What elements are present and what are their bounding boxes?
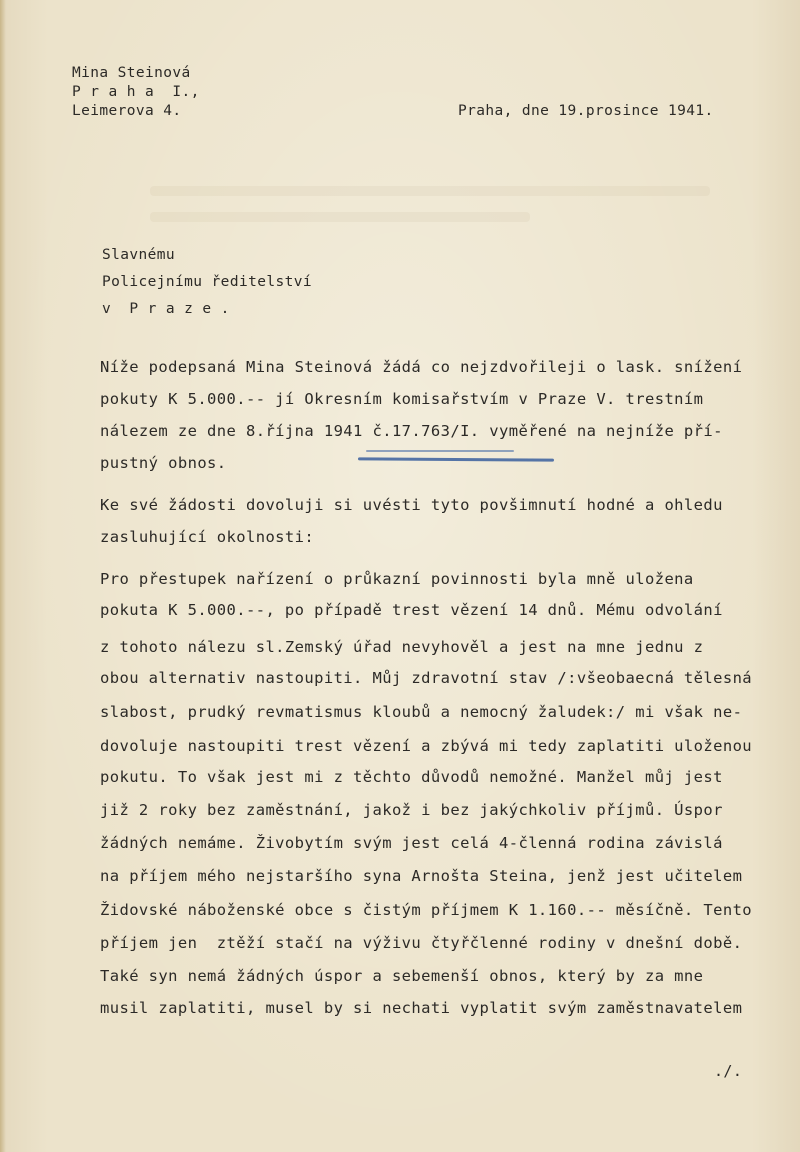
body-text-line: dovoluje nastoupiti trest vězení a zbývá mi tedy zaplatiti uloženou (100, 737, 753, 755)
body-text-line: Ke své žádosti dovoluji si uvésti tyto povšimnutí hodné a ohledu (100, 496, 723, 514)
show-through-text (150, 186, 710, 196)
letter-date: Praha, dne 19.prosince 1941. (458, 103, 714, 119)
body-text-line: příjem jen ztěží stačí na výživu čtyřčlenné rodiny v dnešní době. (100, 934, 743, 952)
body-text-line: z tohoto nálezu sl.Zemský úřad nevyhověl a jest na mne jednu z (100, 638, 704, 656)
body-text-line: na příjem mého nejstaršího syna Arnošta Steina, jenž jest učitelem (100, 867, 743, 885)
sender-name: Mina Steinová (72, 65, 191, 81)
body-text-line: pokuta K 5.000.--, po případě trest vězení 14 dnů. Mému odvolání (100, 601, 723, 619)
pen-underline-mark (358, 457, 554, 461)
body-text-line: Pro přestupek nařízení o průkazní povinnosti byla mně uložena (100, 570, 694, 588)
body-text-line: Níže podepsaná Mina Steinová žádá co nejzdvořileji o lask. snížení (100, 358, 743, 376)
sender-city: P r a h a I., (72, 84, 200, 100)
body-text-line: slabost, prudký revmatismus kloubů a nemocný žaludek:/ mi však ne- (100, 703, 743, 721)
body-text-line: již 2 roky bez zaměstnání, jakož i bez jakýchkoliv příjmů. Úspor (100, 801, 723, 819)
body-text-line: zasluhující okolnosti: (100, 528, 315, 546)
body-text-line: Také syn nemá žádných úspor a sebemenší obnos, který by za mne (100, 967, 704, 985)
body-text-line: Židovské náboženské obce s čistým příjmem K 1.160.-- měsíčně. Tento (100, 901, 753, 919)
continuation-mark: ./. (714, 1062, 743, 1080)
body-text-line: pokuty K 5.000.-- jí Okresním komisařstvím v Praze V. trestním (100, 390, 704, 408)
body-text-line: žádných nemáme. Živobytím svým jest celá 4-členná rodina závislá (100, 834, 723, 852)
body-text-line: pustný obnos. (100, 454, 227, 472)
addressee-line: Slavnému (102, 247, 176, 263)
body-text-line: pokutu. To však jest mi z těchto důvodů nemožné. Manžel můj jest (100, 768, 723, 786)
body-text-line: nálezem ze dne 8.října 1941 č.17.763/I. vyměřené na nejníže pří- (100, 422, 723, 440)
pen-underline-mark (366, 450, 514, 452)
sender-street: Leimerova 4. (72, 103, 182, 119)
show-through-text (150, 212, 530, 222)
addressee-line: Policejnímu ředitelství (102, 274, 312, 290)
paper-edge (0, 0, 6, 1152)
addressee-line: v P r a z e . (102, 301, 230, 317)
body-text-line: musil zaplatiti, musel by si nechati vyplatit svým zaměstnavatelem (100, 999, 743, 1017)
body-text-line: obou alternativ nastoupiti. Můj zdravotní stav /:všeobaecná tělesná (100, 669, 753, 687)
